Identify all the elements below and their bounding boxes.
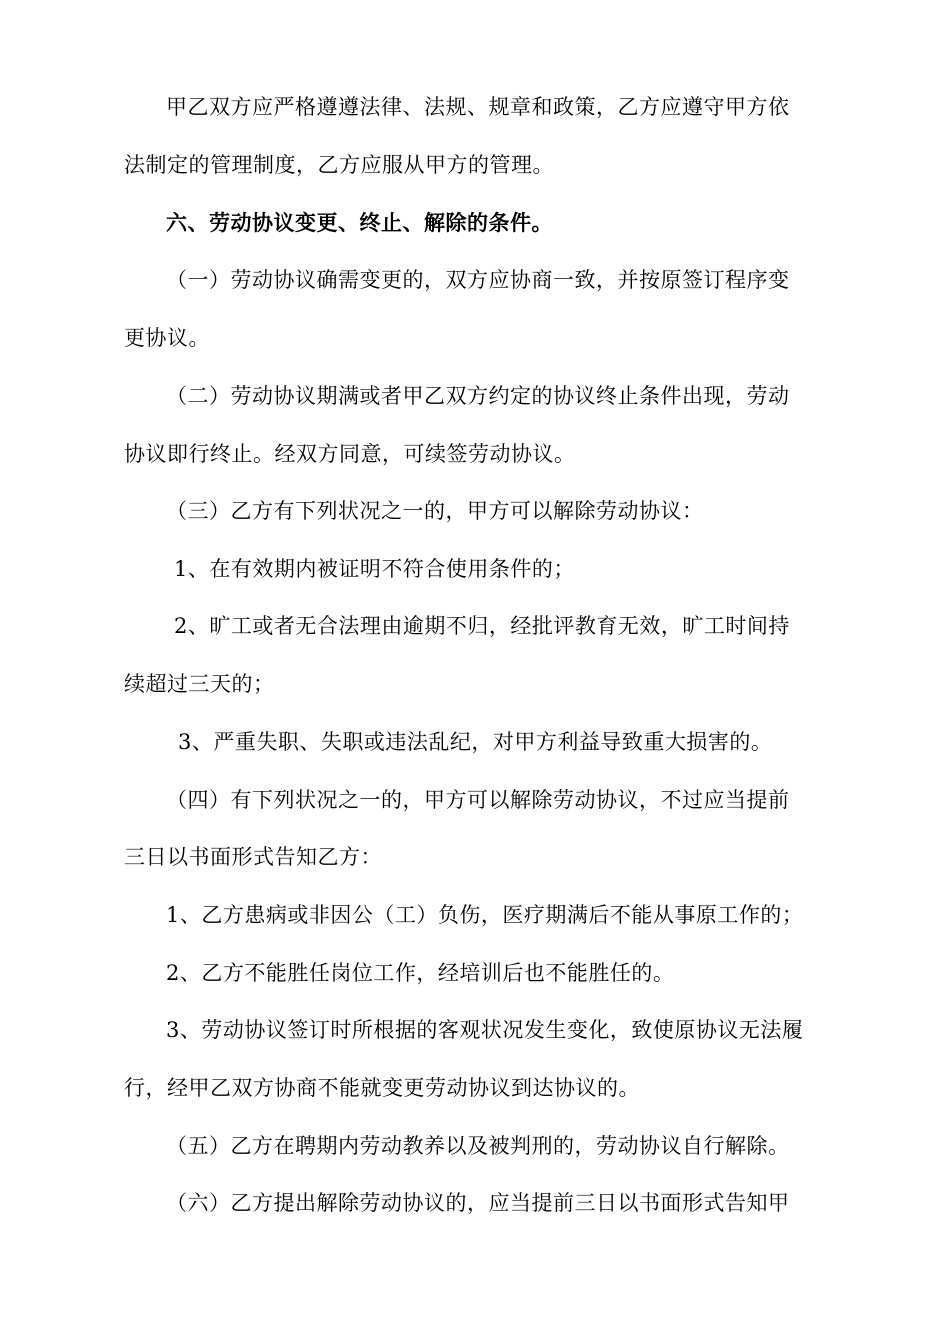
paragraph-line: （三）乙方有下列状况之一的，甲方可以解除劳动协议： xyxy=(166,499,704,523)
paragraph-line: （一）劳动协议确需变更的，双方应协商一致，并按原签订程序变 xyxy=(166,268,790,292)
paragraph-line: （二）劳动协议期满或者甲乙双方约定的协议终止条件出现，劳动 xyxy=(166,384,790,408)
list-item: 3、严重失职、失职或违法乱纪，对甲方利益导致重大损害的。 xyxy=(178,730,773,754)
section-heading: 六、劳动协议变更、终止、解除的条件。 xyxy=(166,210,553,235)
paragraph-line: 甲乙双方应严格遵遵法律、法规、规章和政策，乙方应遵守甲方依 xyxy=(166,95,790,119)
paragraph-line: 三日以书面形式告知乙方： xyxy=(124,845,382,869)
list-item: 3、劳动协议签订时所根据的客观状况发生变化，致使原协议无法履 xyxy=(166,1018,804,1042)
paragraph-line: 法制定的管理制度，乙方应服从甲方的管理。 xyxy=(124,153,554,177)
list-item: 1、乙方患病或非因公（工）负伤，医疗期满后不能从事原工作的； xyxy=(166,903,804,927)
list-item: 2、乙方不能胜任岗位工作，经培训后也不能胜任的。 xyxy=(166,961,675,985)
paragraph-line: 协议即行终止。经双方同意，可续签劳动协议。 xyxy=(124,442,576,466)
paragraph-line: （五）乙方在聘期内劳动教养以及被判刑的，劳动协议自行解除。 xyxy=(166,1134,790,1158)
paragraph-line: 续超过三天的； xyxy=(124,672,275,696)
paragraph-line: （六）乙方提出解除劳动协议的，应当提前三日以书面形式告知甲 xyxy=(166,1191,790,1215)
list-item: 1、在有效期内被证明不符合使用条件的； xyxy=(174,557,575,581)
list-item: 2、旷工或者无合法理由逾期不归，经批评教育无效，旷工时间持 xyxy=(174,614,790,638)
paragraph-line: 行，经甲乙双方协商不能就变更劳动协议到达协议的。 xyxy=(124,1076,640,1100)
paragraph-line: 更协议。 xyxy=(124,326,210,350)
paragraph-line: （四）有下列状况之一的，甲方可以解除劳动协议，不过应当提前 xyxy=(166,788,790,812)
